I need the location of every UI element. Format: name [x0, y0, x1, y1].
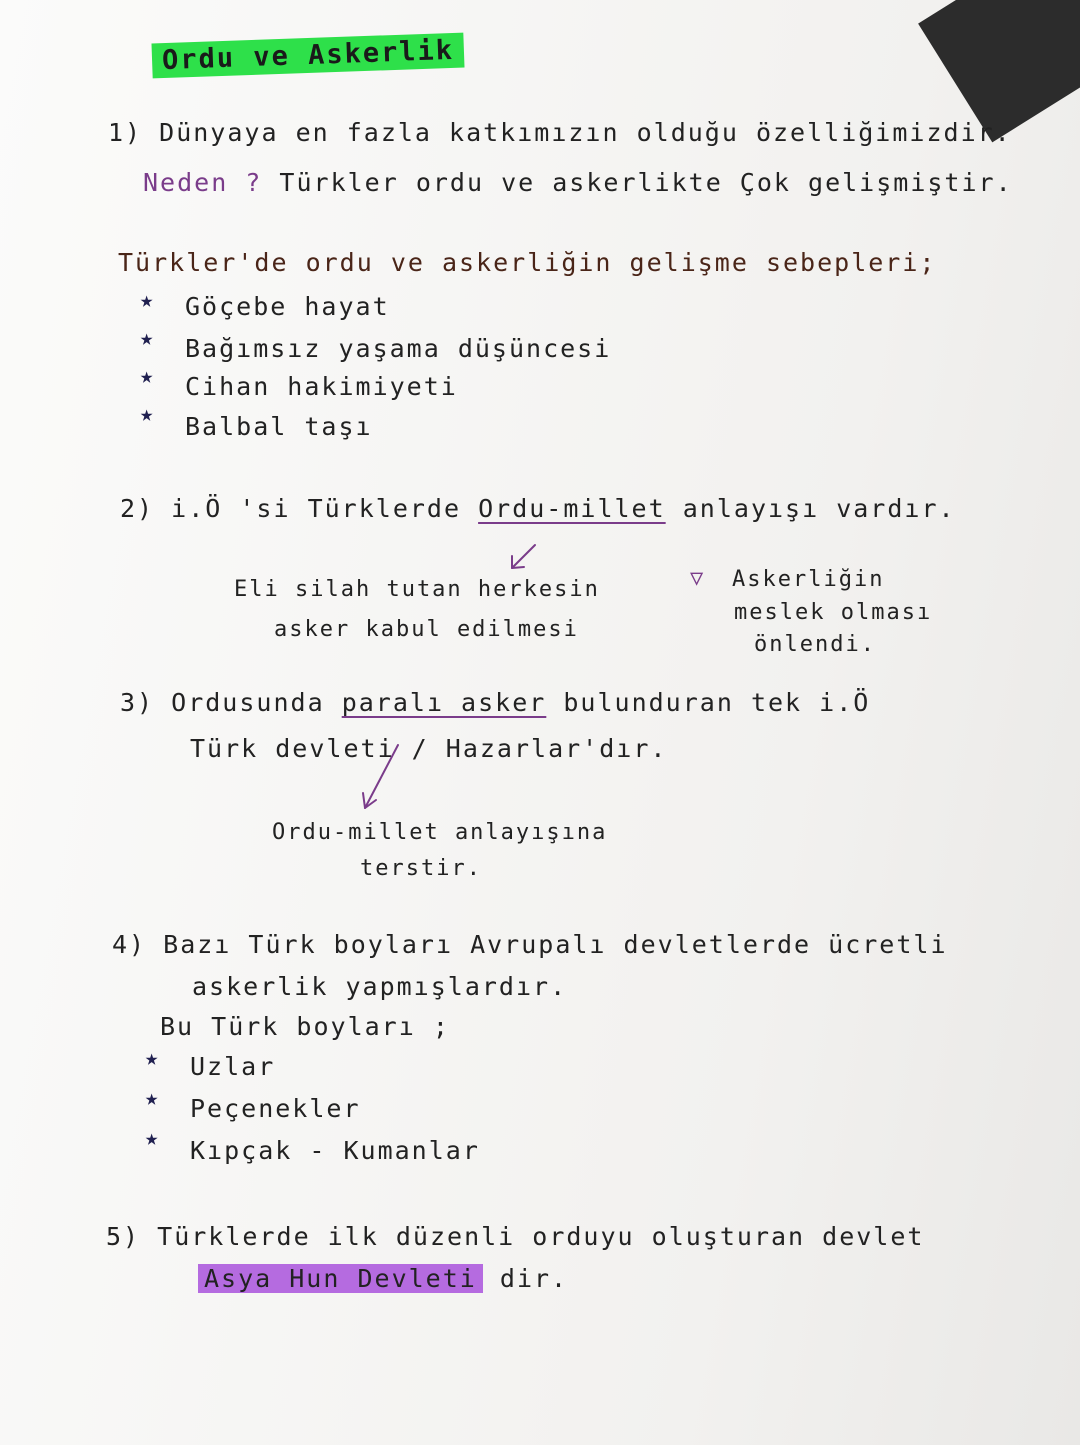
s4-line3: Bu Türk boyları ;	[160, 1012, 450, 1041]
s4-line1: 4) Bazı Türk boyları Avrupalı devletlerde ücretli	[112, 930, 948, 959]
star-bullet-icon: ★	[145, 1046, 159, 1071]
s4-item: Kıpçak - Kumanlar	[190, 1136, 480, 1165]
s4-item: Peçenekler	[190, 1094, 361, 1123]
s3-line2: Türk devleti / Hazarlar'dır.	[190, 734, 668, 763]
s1-line1: 1) Dünyaya en fazla katkımızın olduğu özelliğimizdir.	[108, 118, 1012, 147]
s2-underlined-term: Ordu-millet	[478, 494, 666, 523]
star-bullet-icon: ★	[140, 402, 154, 427]
arrow-down-left-icon	[512, 545, 535, 568]
s2-line1-pre: 2) i.Ö 'si Türklerde	[120, 494, 462, 523]
s3-note-1: Ordu-millet anlayışına	[272, 820, 608, 845]
star-bullet-icon: ★	[140, 326, 154, 351]
s5-highlight: Asya Hun Devleti	[198, 1264, 483, 1293]
s2-note-left-2: asker kabul edilmesi	[274, 617, 579, 642]
star-bullet-icon: ★	[140, 364, 154, 389]
page-title: Ordu ve Askerlik	[151, 33, 464, 79]
s3-note-2: terstir.	[360, 856, 482, 881]
s5-line2-post: dir.	[499, 1264, 569, 1293]
s2-note-left-1: Eli silah tutan herkesin	[234, 577, 600, 602]
s5-line1: 5) Türklerde ilk düzenli orduyu oluşturan devlet	[106, 1222, 925, 1251]
arrow-down-left-icon	[365, 745, 398, 808]
star-bullet-icon: ★	[145, 1086, 159, 1111]
s3-line1-pre: 3) Ordusunda	[120, 688, 325, 717]
s4-line2: askerlik yapmışlardır.	[192, 972, 568, 1001]
s2-line1-post: anlayışı vardır.	[682, 494, 956, 523]
s4-item: Uzlar	[190, 1052, 276, 1081]
star-bullet-icon: ★	[140, 288, 154, 313]
s2-note-right-3: önlendi.	[754, 632, 876, 657]
s1-question: Neden ?	[143, 168, 263, 197]
s1-answer: Türkler ordu ve askerlikte Çok gelişmiştir.	[279, 168, 1013, 197]
star-bullet-icon: ★	[145, 1126, 159, 1151]
reason-item: Cihan hakimiyeti	[185, 372, 458, 401]
s2-note-right-2: meslek olması	[734, 600, 933, 625]
reason-item: Balbal taşı	[185, 412, 373, 441]
s3-underlined-term: paralı asker	[341, 688, 547, 717]
reasons-heading: Türkler'de ordu ve askerliğin gelişme sebepleri;	[118, 248, 937, 277]
reason-item: Göçebe hayat	[185, 292, 390, 321]
s2-note-right-1: Askerliğin	[732, 567, 885, 592]
s3-line1-post: bulunduran tek i.Ö	[563, 688, 871, 717]
reason-item: Bağımsız yaşama düşüncesi	[185, 334, 612, 363]
triangle-symbol-icon: ▽	[690, 566, 706, 591]
